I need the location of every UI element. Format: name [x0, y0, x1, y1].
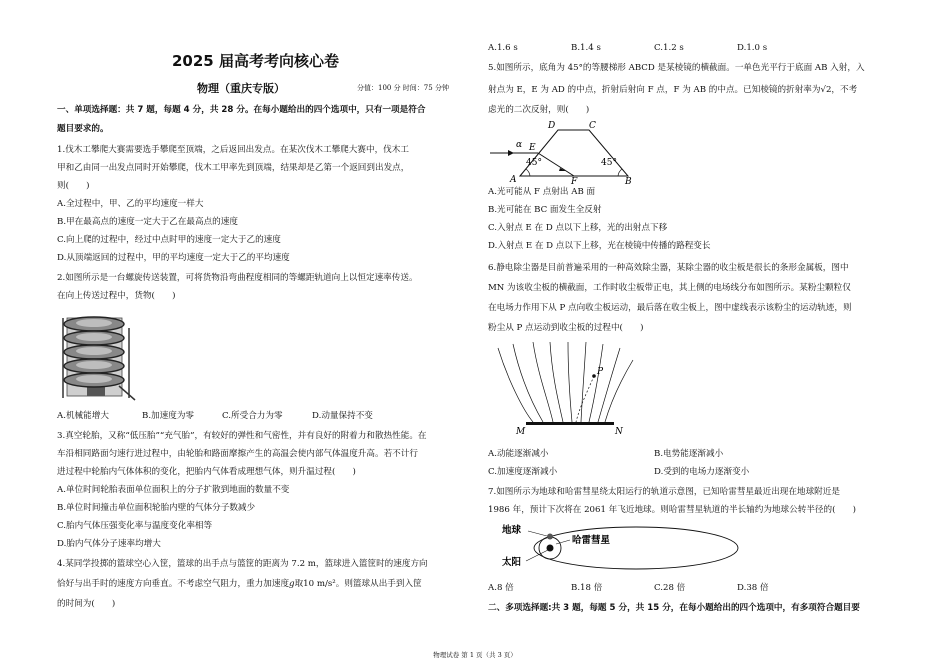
q2-option-a: A.机械能增大 — [57, 411, 109, 421]
q3-stem: 3.真空轮胎，又称“低压胎”“充气胎”，有较好的弹性和气密性，并有良好的附着力和散热性能。在 — [57, 431, 427, 441]
fig6-label-m: M — [516, 427, 526, 435]
q1-option-c: C.向上爬的过程中，经过中点时甲的速度一定大于乙的速度 — [57, 235, 281, 245]
q5-option-c: C.入射点 E 在 D 点以下上移，光的出射点下移 — [488, 223, 668, 233]
fig5-label-a: A — [510, 175, 517, 184]
fig5-label-d: D — [548, 121, 556, 131]
fig5-label-e: E — [529, 143, 536, 153]
subject-title: 物理（重庆专版） — [197, 82, 285, 95]
q6-stem-4: 粉尘从 P 点运动到收尘板的过程中( ) — [488, 323, 644, 333]
q7-option-a: A.8 倍 — [488, 583, 514, 593]
q3-option-d: D.胎内气体分子速率均增大 — [57, 539, 161, 549]
q7-stem-2: 1986 年，预计下次将在 2061 年飞近地球。则哈雷彗星轨道的半长轴约为地球公转半径的( ) — [488, 505, 857, 515]
q2-option-b: B.加速度为零 — [142, 411, 195, 421]
electric-field-figure — [488, 340, 638, 435]
fig5-label-alpha: α — [516, 140, 523, 150]
q4-stem: 4.某同学投掷的篮球空心入筐，篮球的出手点与篮筐的距离为 7.2 m，篮球进入篮筐时的速度方向 — [57, 559, 428, 569]
exam-meta: 分值：100 分 时间：75 分钟 — [357, 84, 449, 92]
q2-stem: 2.如图所示是一台螺旋传送装置，可将货物沿弯曲程度相同的等螺距轨道向上以恒定速率传送。 — [57, 273, 418, 283]
fig5-angle-left: 45° — [526, 158, 542, 168]
q3-stem-3: 进过程中轮胎内气体体积的变化，把胎内气体看成理想气体，则升温过程( ) — [57, 467, 356, 477]
spiral-conveyor-figure — [57, 308, 137, 403]
fig5-label-b: B — [625, 177, 632, 184]
exam-title: 2025 届高考考向核心卷 — [172, 52, 339, 70]
section2-heading: 二、多项选择题:共 3 题，每题 5 分，共 15 分，在每小题给出的四个选项中，有多项符合题目要 — [488, 603, 860, 613]
q4-stem-2: 恰好与出手时的速度方向垂直。不考虑空气阻力，重力加速度g取10 m/s²。则篮球从出手到入筐 — [57, 579, 422, 589]
fig6-label-p: P — [597, 367, 604, 377]
fig7-label-earth: 地球 — [502, 525, 522, 536]
fig7-label-sun: 太阳 — [502, 557, 522, 568]
q6-stem-3: 在电场力作用下从 P 点向收尘板运动，最后落在收尘板上，图中虚线表示该粉尘的运动轨迹，则 — [488, 303, 852, 313]
q3-option-c: C.胎内气体压强变化率与温度变化率相等 — [57, 521, 213, 531]
fig6-label-n: N — [615, 427, 623, 435]
q5-stem-2: 射点为 E，E 为 AD 的中点，折射后射向 F 点，F 为 AB 的中点。已知棱镜的折射率为√2，不考 — [488, 85, 858, 95]
q7-stem: 7.如图所示为地球和哈雷彗星绕太阳运行的轨道示意图，已知哈雷彗星最近出现在地球附近是 — [488, 487, 840, 497]
q1-option-d: D.从顶端返回的过程中，甲的平均速度一定大于乙的平均速度 — [57, 253, 290, 263]
q7-option-c: C.28 倍 — [654, 583, 686, 593]
section1-heading: 一、单项选择题：共 7 题，每题 4 分，共 28 分。在每小题给出的四个选项中，只有一项是符合 — [57, 105, 426, 115]
q1-option-b: B.甲在最高点的速度一定大于乙在最高点的速度 — [57, 217, 238, 227]
q7-option-b: B.18 倍 — [571, 583, 603, 593]
q6-option-b: B.电势能逐渐减小 — [654, 449, 724, 459]
fig7-label-comet: 哈雷彗星 — [572, 535, 611, 546]
q4-option-b: B.1.4 s — [571, 43, 601, 53]
prism-figure — [488, 116, 638, 184]
q1-stem-3: 则( ) — [57, 181, 90, 191]
q4-stem-3: 的时间为( ) — [57, 599, 116, 609]
q2-stem-2: 在向上传送过程中，货物( ) — [57, 291, 176, 301]
q4-option-c: C.1.2 s — [654, 43, 684, 53]
q4-option-d: D.1.0 s — [737, 43, 768, 53]
fig5-label-f: F — [571, 177, 578, 184]
q6-option-c: C.加速度逐渐减小 — [488, 467, 558, 477]
fig5-angle-right: 45° — [601, 158, 617, 168]
q5-stem-3: 虑光的二次反射，则( ) — [488, 105, 590, 115]
q5-stem: 5.如图所示，底角为 45°的等腰梯形 ABCD 是某棱镜的横截面。一单色光平行于底面 AB 入射，入 — [488, 63, 865, 73]
section1-heading-cont: 题目要求的。 — [57, 124, 109, 134]
q2-option-c: C.所受合力为零 — [222, 411, 283, 421]
q6-stem-2: MN 为该收尘板的横截面，工作时收尘板带正电，其上侧的电场线分布如图所示。某粉尘颗粒仅 — [488, 283, 851, 293]
halley-orbit-figure — [488, 518, 748, 576]
page-footer: 物理试卷 第 1 页（共 3 页） — [433, 651, 517, 659]
fig5-label-c: C — [589, 121, 596, 131]
q6-stem: 6.静电除尘器是目前普遍采用的一种高效除尘器，某除尘器的收尘板是很长的条形金属板，图中 — [488, 263, 849, 273]
q1-option-a: A.全过程中，甲、乙的平均速度一样大 — [57, 199, 204, 209]
q5-option-b: B.光可能在 BC 面发生全反射 — [488, 205, 602, 215]
q2-option-d: D.动量保持不变 — [312, 411, 373, 421]
q3-option-b: B.单位时间撞击单位面积轮胎内壁的气体分子数减少 — [57, 503, 256, 513]
q6-option-d: D.受到的电场力逐渐变小 — [654, 467, 750, 477]
q3-stem-2: 车沿相同路面匀速行进过程中，由轮胎和路面摩擦产生的高温会使内部气体温度升高。若不计行 — [57, 449, 418, 459]
q1-stem-2: 甲和乙由同一出发点同时开始攀爬，伐木工甲率先到顶端，结果却是乙第一个返回到出发点， — [57, 163, 410, 173]
q3-option-a: A.单位时间轮胎表面单位面积上的分子扩散到地面的数量不变 — [57, 485, 290, 495]
q6-option-a: A.动能逐渐减小 — [488, 449, 549, 459]
q1-stem: 1.伐木工攀爬大赛需要选手攀爬至顶端，之后返回出发点。在某次伐木工攀爬大赛中，伐木工 — [57, 145, 409, 155]
q5-option-a: A.光可能从 F 点射出 AB 面 — [488, 187, 596, 197]
q5-option-d: D.入射点 E 在 D 点以下上移，光在棱镜中传播的路程变长 — [488, 241, 711, 251]
q4-option-a: A.1.6 s — [488, 43, 518, 53]
q7-option-d: D.38 倍 — [737, 583, 769, 593]
